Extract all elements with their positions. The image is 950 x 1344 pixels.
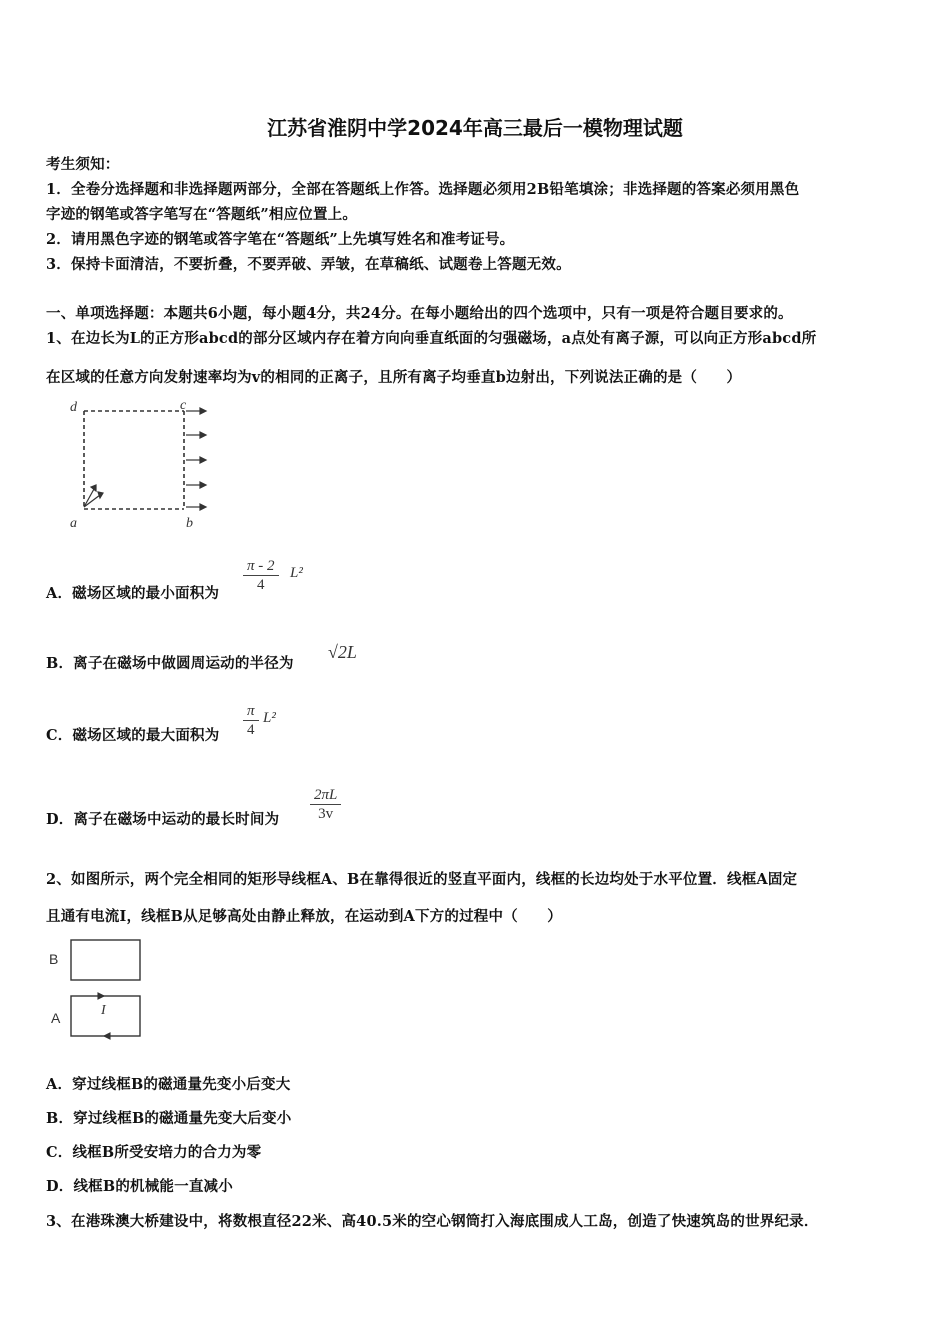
- q1-option-d: D．离子在磁场中运动的最长时间为: [46, 811, 280, 828]
- notice-item-1-line-2: 字迹的钢笔或答字笔写在“答题纸”相应位置上。: [46, 206, 358, 223]
- q1-stem-line-1: 1、在边长为L的正方形abcd的部分区域内存在着方向向垂直纸面的匀强磁场，a点处有离子源，可以向正方形abcd所: [46, 330, 817, 347]
- q1-option-c-denominator: 4: [243, 720, 259, 739]
- q2-label-current: I: [101, 1003, 106, 1018]
- notice-item-2: 2．请用黑色字迹的钢笔或答字笔在“答题纸”上先填写姓名和准考证号。: [46, 231, 515, 248]
- q1-option-a-numerator: π - 2: [247, 558, 275, 574]
- q2-stem-line-1: 2、如图所示，两个完全相同的矩形导线框A、B在靠得很近的竖直平面内，线框的长边均处于水平位置．线框A固定: [46, 871, 798, 888]
- q2-option-c: C．线框B所受安培力的合力为零: [46, 1144, 262, 1161]
- q1-label-a: a: [70, 516, 77, 531]
- q1-option-c-fraction: [243, 702, 259, 739]
- q1-stem-line-2: 在区域的任意方向发射速率均为v的相同的正离子，且所有离子均垂直b边射出，下列说法正确的是（ ）: [46, 369, 742, 386]
- q1-label-c: c: [180, 398, 187, 413]
- q2-frames-figure: [44, 936, 154, 1042]
- q3-stem-line-1: 3、在港珠澳大桥建设中，将数根直径22米、高40.5米的空心钢筒打入海底围成人工岛，创造了快速筑岛的世界纪录．: [46, 1213, 819, 1230]
- q1-option-d-fraction: [310, 786, 341, 823]
- notice-heading: 考生须知：: [46, 156, 120, 173]
- q1-label-d: d: [70, 400, 77, 415]
- q1-option-c-numerator: π: [247, 703, 255, 719]
- notice-item-3: 3．保持卡面清洁，不要折叠，不要弄破、弄皱，在草稿纸、试题卷上答题无效。: [46, 256, 571, 273]
- q1-option-d-denominator: 3v: [310, 804, 341, 823]
- q2-option-a: A．穿过线框B的磁通量先变小后变大: [46, 1076, 291, 1093]
- page-title: 江苏省淮阴中学2024年高三最后一模物理试题: [267, 116, 683, 140]
- q2-label-b: B: [49, 951, 59, 967]
- q1-label-b: b: [186, 516, 193, 531]
- q2-option-b: B．穿过线框B的磁通量先变大后变小: [46, 1110, 292, 1127]
- q1-option-d-numerator: 2πL: [314, 787, 338, 803]
- q1-square-figure: [60, 395, 220, 535]
- q2-label-a: A: [51, 1010, 61, 1026]
- q2-option-d: D．线框B的机械能一直减小: [46, 1178, 233, 1195]
- q1-option-b-math: √2L: [328, 642, 357, 662]
- q1-option-c-tail: L²: [263, 710, 276, 726]
- q1-option-a-fraction: [243, 557, 279, 594]
- q1-option-c: C．磁场区域的最大面积为: [46, 727, 220, 744]
- section-1-heading: 一、单项选择题：本题共6小题，每小题4分，共24分。在每小题给出的四个选项中，只有一项是符合题目要求的。: [46, 305, 793, 322]
- notice-item-1-line-1: 1．全卷分选择题和非选择题两部分，全部在答题纸上作答。选择题必须用2B铅笔填涂；非选择题的答案必须用黑色: [46, 181, 800, 198]
- q1-option-b: B．离子在磁场中做圆周运动的半径为: [46, 655, 294, 672]
- q1-option-a-tail: L²: [290, 565, 303, 581]
- q1-option-a-denominator: 4: [243, 575, 279, 594]
- q1-option-a: A．磁场区域的最小面积为: [46, 585, 220, 602]
- q2-stem-line-2: 且通有电流I，线框B从足够高处由静止释放，在运动到A下方的过程中（ ）: [46, 908, 562, 925]
